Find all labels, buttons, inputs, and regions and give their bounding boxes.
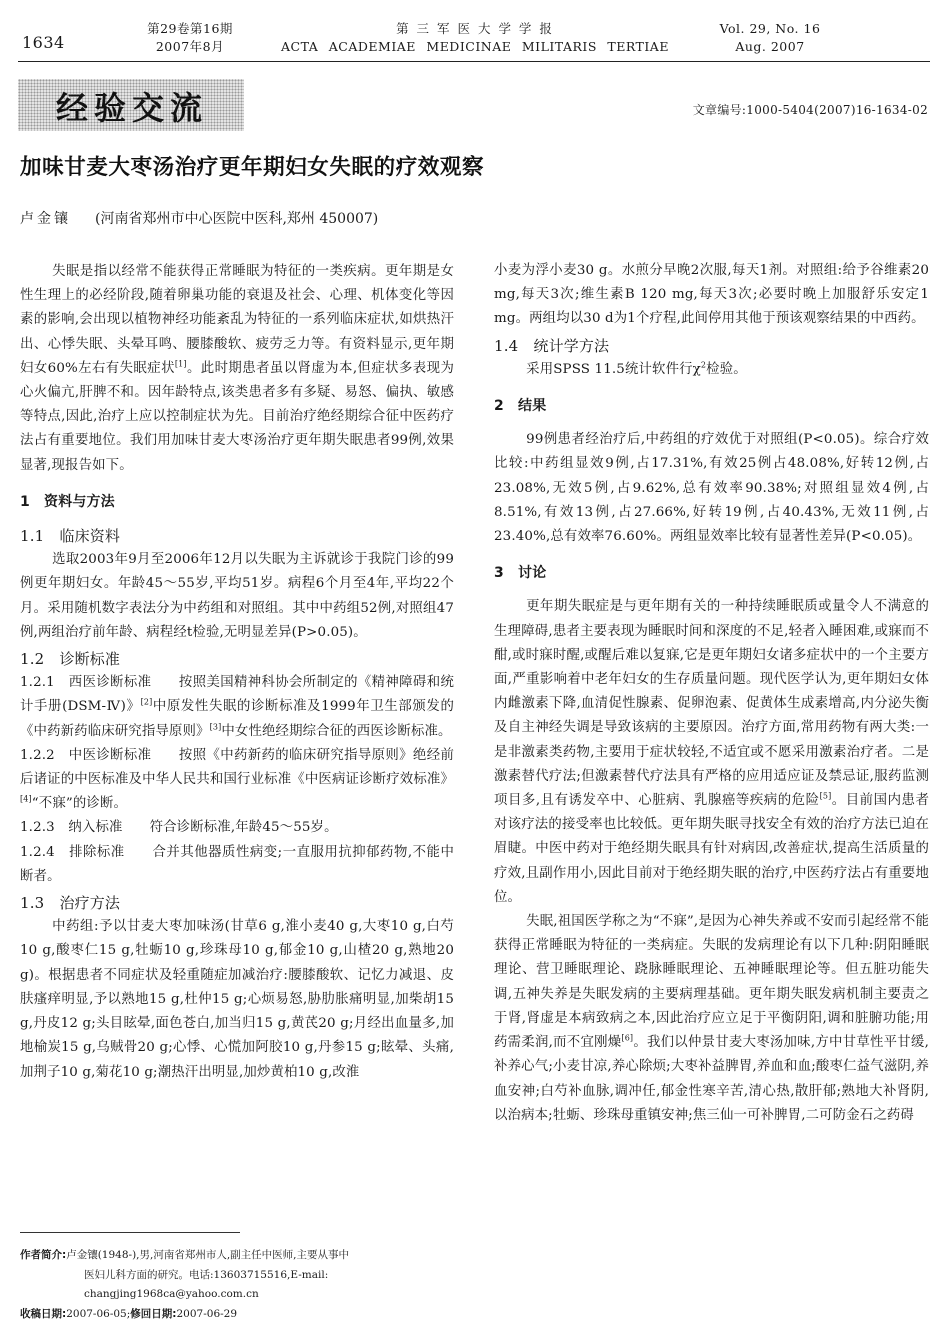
text-run: 小麦为浮小麦30 g。水煎分早晚2次服,每天1剂。对照组:给予谷维素20 mg,每天3次;维生素B 120 mg,每天3次;必要时晚上加服舒乐安定1 mg。两组均以30 d为1个疗程,此间停用其他于预该观察结果的中西药。 — [494, 263, 929, 327]
text-run: 失眠是指以经常不能获得正常睡眠为特征的一类疾病。更年期是女性生理上的必经阶段,随着卵巢功能的衰退及社会、心理、机体变化等因素的影响,会出现以植物神经功能紊乱为特征的一系列临床症状,如烘热汗出、心悸失眠、头晕耳鸣、腰膝酸软、疲劳乏力等。有资料显示,更年期妇女60%左右有失眠症状 — [20, 264, 454, 376]
text-run: 1.4 统计学方法 — [494, 336, 610, 355]
body-paragraph — [494, 595, 929, 910]
text-run: 1.2.1 西医诊断标准 按照美国精神科协会所制定的《精神障碍和统计手册(DSM-Ⅳ)》 — [20, 675, 454, 715]
received-label: 收稿日期: — [20, 1307, 67, 1320]
section-banner: 经验交流 — [18, 79, 244, 131]
byline — [20, 208, 378, 228]
section-heading — [494, 561, 929, 585]
text-run: 。此时期患者虽以肾虚为本,但症状多表现为心火偏亢,肝脾不和。因年龄特点,该类患者多有多疑、易怒、偏执、敏感等特点,因此,治疗上应以控制症状为先。目前治疗绝经期综合征中医药疗法占有重要地位。我们用加味甘麦大枣汤治疗更年期失眠患者99例,效果显著,现报告如下。 — [20, 360, 454, 473]
text-run: 选取2003年9月至2006年12月以失眠为主诉就诊于我院门诊的99例更年期妇女。年龄45～55岁,平均51岁。病程6个月至4年,平均22个月。采用随机数字表法分为中药组和对照组。其中中药组52例,对照组47例,两组治疗前年龄、病程经t检验,无明显差异(P>0.05)。 — [20, 552, 454, 640]
text-run: 1 资料与方法 — [20, 493, 115, 510]
subsubsection-paragraph — [20, 841, 454, 889]
body-paragraph — [20, 548, 454, 645]
section-heading — [494, 394, 929, 418]
citation-ref: [3] — [209, 722, 222, 732]
author-name: 卢金镶 — [20, 211, 71, 227]
author-info-label: 作者简介: — [20, 1249, 67, 1261]
text-run: 1.3 治疗方法 — [20, 894, 121, 913]
text-run: 3 讨论 — [494, 565, 547, 582]
volume-en: Vol. 29, No. 16 — [719, 21, 821, 36]
text-run: 。目前国内患者对该疗法的接受率也比较低。更年期失眠寻找安全有效的治疗方法已迫在眉睫。中医中药对于绝经期失眠具有针对病因,改善症状,提高生活质量的疗效,且副作用小,因此目前对于绝经期失眠的治疗,中医药疗法占有重要地位。 — [494, 793, 929, 905]
header-rule — [18, 61, 930, 62]
text-run: 1.2 诊断标准 — [20, 650, 121, 669]
affiliation: (河南省郑州市中心医院中医科,郑州 450007) — [95, 211, 379, 227]
author-info-line2: 医妇儿科方面的研究。电话:13603715516,E-mail: — [84, 1268, 329, 1281]
subsubsection-paragraph — [20, 744, 454, 817]
section-heading — [20, 490, 454, 514]
footnote-rule — [20, 1232, 240, 1233]
article-title: 加味甘麦大枣汤治疗更年期妇女失眠的疗效观察 — [20, 155, 485, 180]
body-paragraph — [494, 428, 929, 549]
subsection-heading — [20, 891, 454, 915]
body-paragraph — [494, 259, 929, 332]
page-number: 1634 — [22, 33, 65, 52]
text-run: 采用SPSS 11.5统计软件行χ — [526, 361, 701, 377]
subsubsection-paragraph — [20, 816, 454, 840]
revised-date: 2007-06-29 — [176, 1307, 238, 1320]
body-paragraph — [494, 358, 929, 382]
text-run: 更年期失眠症是与更年期有关的一种持续睡眠质或量令人不满意的生理障碍,患者主要表现为睡眠时间和深度的不足,轻者入睡困难,或寐而不酣,或时寐时醒,或醒后难以复寐,它是更年期妇女诸多症状中的一个主要方面,严重影响着中老年妇女的生存质量问题。现代医学认为,更年期妇女体内雌激素下降,血清促性腺素、促卵泡素、促黄体生成素增高,内分泌失衡及自主神经失调是导致该病的主要原因。治疗方面,常用药物有两大类:一是非激素类药物,主要用于症状较轻,不适宜或不愿采用激素治疗者。二是激素替代疗法;但激素替代疗法具有严格的应用适应证及禁忌证,服药监测项目多,且有诱发卒中、心脏病、乳腺癌等疾病的危险 — [494, 599, 929, 809]
citation-ref: [6] — [621, 1033, 634, 1043]
text-run: 1.1 临床资料 — [20, 527, 121, 546]
text-run: 1.2.2 中医诊断标准 按照《中药新药的临床研究指导原则》绝经前后诸证的中医标准及中华人民共和国行业标准《中医病证诊断疗效标准》 — [20, 747, 454, 788]
text-run: 1.2.4 排除标准 合并其他器质性病变;一直服用抗抑郁药物,不能中断者。 — [20, 844, 454, 884]
volume-cn: 第29卷第16期 — [147, 21, 233, 36]
text-run: 99例患者经治疗后,中药组的疗效优于对照组(P<0.05)。综合疗效比较:中药组显效9例,占17.31%,有效25例占48.08%,好转12例,占23.08%,无效5例,占9.62%,总有效率90.38%;对照组显效4例,占8.51%,有效13例,占27.66%,好转19例,占40.43%,无效11例,占23.40%,总有效率76.60%。两组显效率比较有显著性差异(P<0.05)。 — [494, 432, 929, 545]
text-run: 失眠,祖国医学称之为“不寐”,是因为心神失养或不安而引起经常不能获得正常睡眠为特征的一类病症。失眠的发病理论有以下几种:阴阳睡眠理论、营卫睡眠理论、跷脉睡眠理论、五神睡眠理论等。但五脏功能失调,五神失养是失眠发病的主要病理基础。更年期失眠发病机制主要责之于肾,肾虚是本病致病之本,因此治疗应立足于平衡阴阳,调和脏腑功能;用药需柔润,而不宜刚燥 — [494, 914, 929, 1051]
text-run: “不寐”的诊断。 — [31, 796, 128, 812]
text-run: 中女性绝经期综合征的西医诊断标准。 — [221, 723, 452, 739]
subsection-heading — [20, 524, 454, 548]
revised-label: 修回日期: — [130, 1307, 177, 1320]
text-run: 2 结果 — [494, 398, 547, 415]
body-paragraph — [20, 260, 454, 478]
date-cn: 2007年8月 — [155, 39, 225, 54]
date-en: Aug. 2007 — [735, 39, 805, 54]
citation-ref: [5] — [819, 791, 832, 801]
text-run: 。我们以仲景甘麦大枣汤加味,方中甘草性平甘缓,补养心气;小麦甘凉,养心除烦;大枣补益脾胃,养血和血;酸枣仁益气滋阴,养血安神;白芍补血脉,调冲任,郁金性寒辛苦,清心热,散肝郁;熟地大补肾阴,以治病本;牡蛎、珍珠母重镇安神;焦三仙一可补脾胃,二可防金石之药碍 — [494, 1035, 929, 1123]
right-column — [494, 259, 929, 1128]
author-info-line1: 卢金镶(1948-),男,河南省郑州市人,副主任中医师,主要从事中 — [66, 1249, 350, 1261]
received-date: 2007-06-05 — [66, 1307, 127, 1320]
citation-ref: [1] — [174, 359, 187, 369]
text-run: 检验。 — [706, 361, 747, 377]
text-run: 中药组:予以甘麦大枣加味汤(甘草6 g,淮小麦40 g,大枣10 g,白芍10 g,酸枣仁15 g,牡蛎10 g,珍珠母10 g,郁金10 g,山楂20 g,熟地20 g)。根据患者不同症状及轻重随症加减治疗:腰膝酸软、记忆力减退、皮肤瘙痒明显,予以熟地15 g,杜仲15 g;心烦易怒,胁肋胀痛明显,加柴胡15 g,丹皮12 g;头目眩晕,面色苍白,加当归15 g,黄芪20 g;月经出血量多,加地榆炭15 g,乌贼骨20 g;心悸、心慌加阿胶10 g,丹参15 g;眩晕、头痛,加荆子10 g,菊花10 g;潮热汗出明显,加炒黄柏10 g,改淮 — [20, 919, 454, 1080]
citation-ref: [2] — [140, 697, 153, 707]
text-run: 1.2.3 纳入标准 符合诊断标准,年龄45～55岁。 — [20, 820, 338, 836]
journal-en: ACTA ACADEMIAE MEDICINAE MILITARIS TERTIAE — [281, 39, 669, 54]
body-paragraph — [494, 910, 929, 1128]
citation-ref: 2 — [700, 360, 707, 370]
subsubsection-paragraph — [20, 671, 454, 744]
subsection-heading — [494, 334, 929, 358]
journal-cn: 第 三 军 医 大 学 学 报 — [396, 21, 554, 36]
body-paragraph — [20, 915, 454, 1084]
subsection-heading — [20, 647, 454, 671]
footnote: 作者简介:卢金镶(1948-),男,河南省郑州市人,副主任中医师,主要从事中 医妇儿科方面的研究。电话:13603715516,E-mail: changjing1968ca@yahoo.com.cn 收稿日期:2007-06-05;修回日期:2007-06-29 — [20, 1246, 460, 1324]
citation-ref: [4] — [20, 794, 32, 804]
left-column — [20, 260, 454, 1085]
author-info-line3: changjing1968ca@yahoo.com.cn — [84, 1288, 259, 1300]
article-number: 文章编号:1000-5404(2007)16-1634-02 — [692, 103, 928, 117]
text-run: 中原发性失眠的诊断标准及1999年卫生部颁发的《中药新药临床研究指导原则》 — [20, 699, 454, 739]
